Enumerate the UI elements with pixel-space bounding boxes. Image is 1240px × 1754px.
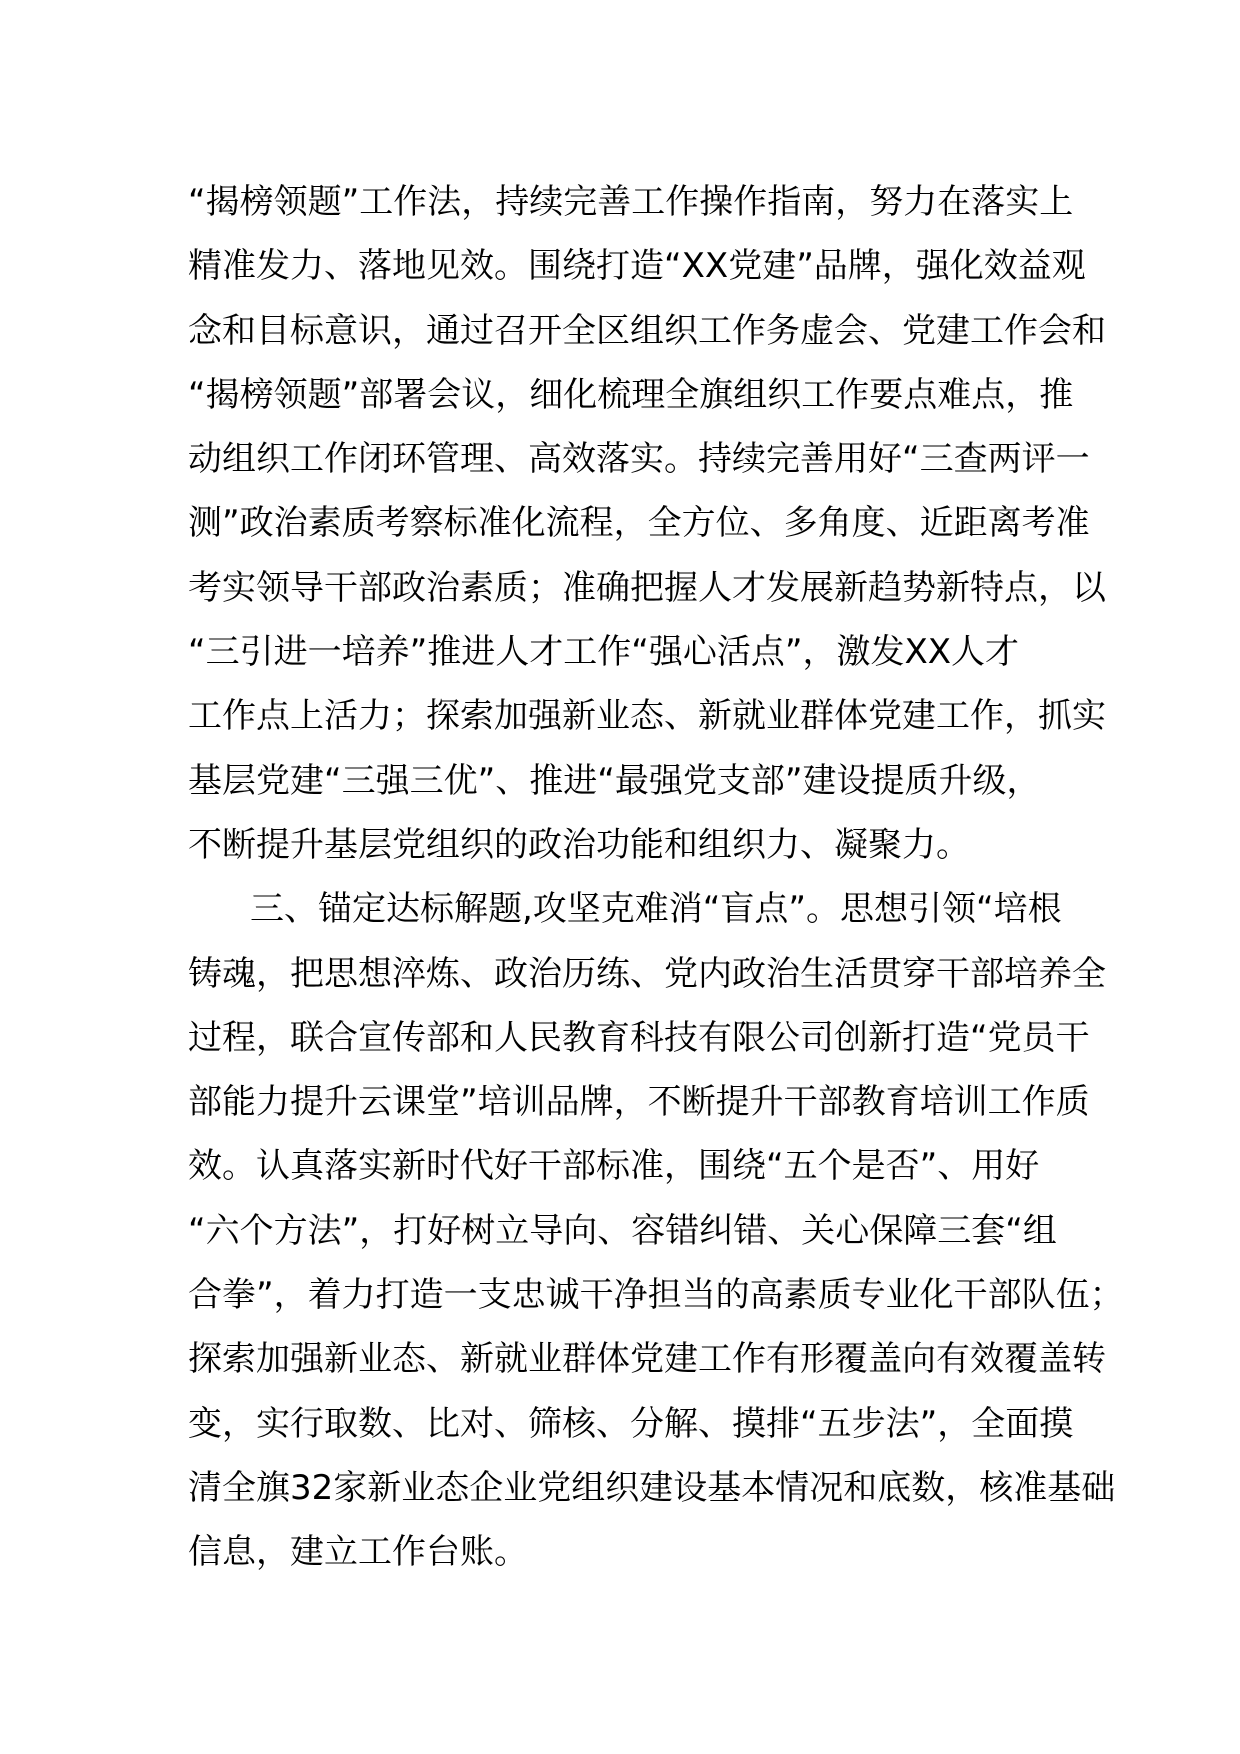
section-heading-line: 三、锚定达标解题,攻坚克难消“盲点”。思想引领“培根: [250, 889, 1062, 930]
text-line: 不断提升基层党组织的政治功能和组织力、凝聚力。: [188, 824, 970, 865]
text-line: 精准发力、落地见效。围绕打造“XX党建”品牌，强化效益观: [188, 246, 1086, 287]
text-line: 动组织工作闭环管理、高效落实。持续完善用好“三查两评一: [188, 439, 1090, 480]
text-line: 念和目标意识，通过召开全区组织工作务虚会、党建工作会和: [188, 310, 1106, 351]
text-line: 考实领导干部政治素质；准确把握人才发展新趋势新特点，以: [188, 567, 1106, 608]
text-line: 变，实行取数、比对、筛核、分解、摸排“五步法”，全面摸: [188, 1403, 1074, 1444]
text-line: “三引进一培养”推进人才工作“强心活点”，激发XX人才: [188, 632, 1020, 673]
text-line: 合拳”，着力打造一支忠诚干净担当的高素质专业化干部队伍；: [188, 1275, 1124, 1316]
text-line: 基层党建“三强三优”、推进“最强党支部”建设提质升级，: [188, 760, 1041, 801]
text-line: “六个方法”，打好树立导向、容错纠错、关心保障三套“组: [188, 1210, 1057, 1251]
text-line: 探索加强新业态、新就业群体党建工作有形覆盖向有效覆盖转: [188, 1339, 1106, 1380]
text-line: “揭榜领题”部署会议，细化梳理全旗组织工作要点难点，推: [188, 374, 1074, 415]
text-line: 信息，建立工作台账。: [188, 1532, 528, 1573]
text-line: 铸魂，把思想淬炼、政治历练、党内政治生活贯穿干部培养全: [188, 953, 1106, 994]
text-line: “揭榜领题”工作法，持续完善工作操作指南，努力在落实上: [188, 182, 1074, 222]
text-line: 工作点上活力；探索加强新业态、新就业群体党建工作，抓实: [188, 696, 1106, 737]
text-line: 测”政治素质考察标准化流程，全方位、多角度、近距离考准: [188, 503, 1090, 544]
body-text: [188, 170, 1124, 1585]
text-line: 部能力提升云课堂”培训品牌，不断提升干部教育培训工作质: [188, 1082, 1090, 1123]
text-line: 效。认真落实新时代好干部标准，围绕“五个是否”、用好: [188, 1146, 1040, 1187]
text-line: 过程，联合宣传部和人民教育科技有限公司创新打造“党员干: [188, 1017, 1090, 1058]
text-line: 清全旗32家新业态企业党组织建设基本情况和底数，核准基础: [188, 1467, 1116, 1508]
